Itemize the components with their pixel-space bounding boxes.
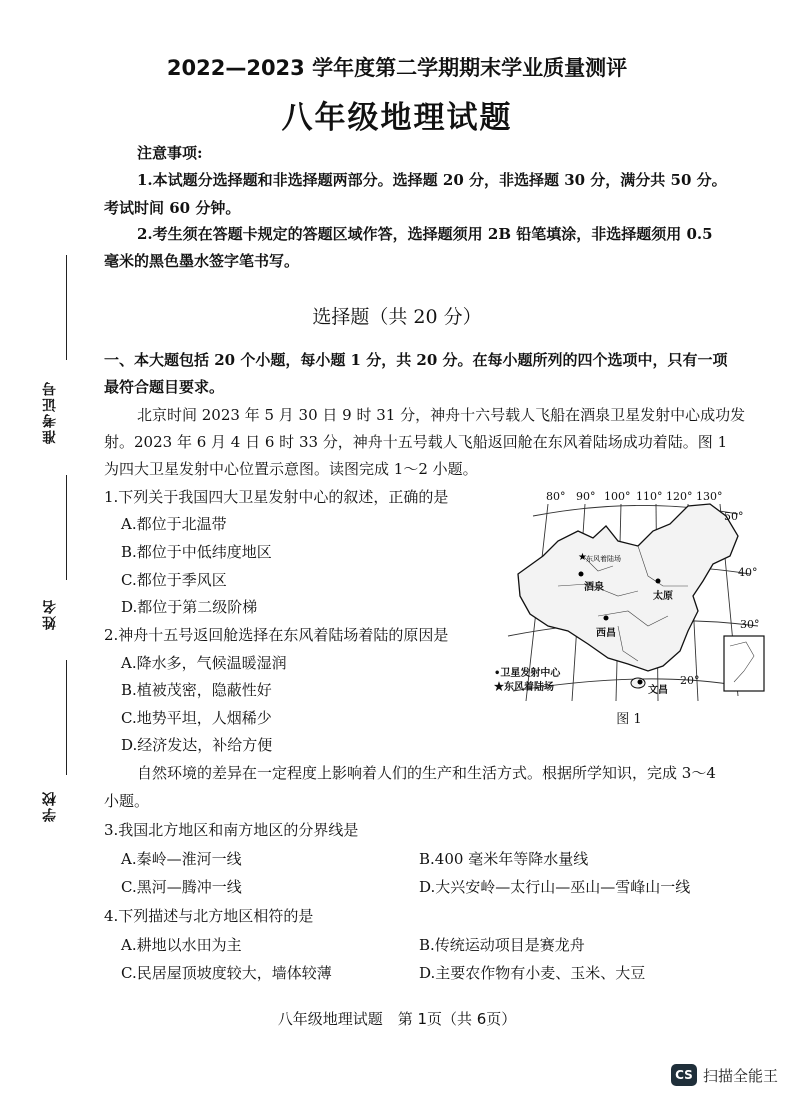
binding-line: [66, 660, 67, 775]
lat-label: 30°: [740, 618, 760, 631]
legend-landing: ★东风着陆场: [494, 682, 554, 693]
wenchang-marker: [638, 680, 643, 685]
dongfeng-star-icon: ★: [578, 552, 587, 563]
question-4-stem: 4.下列描述与北方地区相符的是: [104, 907, 314, 925]
legend-launch: •卫星发射中心: [494, 668, 561, 679]
school-label: 学校: [42, 790, 58, 822]
question-2-stem: 2.神舟十五号返回舱选择在东风着陆场着陆的原因是: [104, 626, 449, 644]
figure-caption: 图 1: [616, 712, 642, 727]
lat-label: 50°: [724, 510, 744, 523]
lon-label: 130°: [696, 490, 723, 503]
passage-line: 小题。: [104, 792, 150, 810]
q1-option-a: A.都位于北温带: [121, 515, 227, 533]
notice-item: 2.考生须在答题卡规定的答题区域作答，选择题须用 2B 铅笔填涂，非选择题须用 0.5: [137, 225, 713, 243]
section-instruction: 一、本大题包括 20 个小题，每小题 1 分，共 20 分。在每小题所列的四个选项中，只有一项: [104, 351, 728, 369]
paper-title: 八年级地理试题: [281, 100, 513, 136]
question-3-stem: 3.我国北方地区和南方地区的分界线是: [104, 821, 359, 839]
jiuquan-label: 酒泉: [584, 582, 604, 593]
south-sea-inset: [724, 636, 764, 691]
lon-label: 100°: [604, 490, 631, 503]
notice-item: 毫米的黑色墨水签字笔书写。: [104, 252, 300, 270]
watermark-text: 扫描全能王: [702, 1066, 778, 1085]
q4-option-c: C.民居屋顶坡度较大，墙体较薄: [121, 964, 332, 982]
q3-option-c: C.黑河—腾冲一线: [121, 878, 242, 896]
exam-id-label: 准考证号: [42, 380, 58, 444]
notice-heading: 注意事项:: [137, 144, 203, 162]
exam-title: 2022—2023 学年度第二学期期末学业质量测评: [166, 56, 628, 80]
question-1-stem: 1.下列关于我国四大卫星发射中心的叙述，正确的是: [104, 488, 449, 506]
passage-line: 为四大卫星发射中心位置示意图。读图完成 1～2 小题。: [104, 460, 478, 478]
q4-option-b: B.传统运动项目是赛龙舟: [419, 936, 585, 954]
q4-option-a: A.耕地以水田为主: [121, 936, 242, 954]
q1-option-c: C.都位于季风区: [121, 571, 227, 589]
china-outline: [518, 504, 738, 671]
lon-label: 80°: [546, 490, 566, 503]
q2-option-a: A.降水多，气候温暖湿润: [121, 654, 287, 672]
lat-label: 20°: [680, 674, 700, 687]
launch-center-map: [488, 486, 770, 726]
q1-option-d: D.都位于第二级阶梯: [121, 598, 258, 616]
notice-item: 考试时间 60 分钟。: [104, 199, 241, 217]
scanner-watermark: [671, 1064, 778, 1086]
binding-line: [66, 475, 67, 580]
q2-option-b: B.植被茂密，隐蔽性好: [121, 681, 272, 699]
q4-option-d: D.主要农作物有小麦、玉米、大豆: [419, 964, 646, 982]
passage-line: 自然环境的差异在一定程度上影响着人们的生产和生活方式。根据所学知识，完成 3～4: [137, 764, 716, 782]
jiuquan-marker: [579, 572, 584, 577]
lon-label: 90°: [576, 490, 596, 503]
q3-option-b: B.400 毫米年等降水量线: [419, 850, 589, 868]
q2-option-d: D.经济发达，补给方便: [121, 736, 273, 754]
camscanner-logo-icon: CS: [671, 1064, 697, 1086]
wenchang-label: 文昌: [648, 685, 668, 696]
xichang-marker: [604, 616, 609, 621]
xichang-label: 西昌: [596, 628, 616, 639]
taiyuan-marker: [656, 579, 661, 584]
dongfeng-label: 东风着陆场: [586, 555, 621, 563]
page-footer: 八年级地理试题 第 1页（共 6页）: [277, 1010, 517, 1028]
lon-label: 120°: [666, 490, 693, 503]
name-label: 姓名: [42, 598, 58, 630]
q3-option-a: A.秦岭—淮河一线: [121, 850, 242, 868]
q2-option-c: C.地势平坦，人烟稀少: [121, 709, 272, 727]
lon-label: 110°: [636, 490, 663, 503]
lat-label: 40°: [738, 566, 758, 579]
passage-line: 北京时间 2023 年 5 月 30 日 9 时 31 分，神舟十六号载人飞船在酒泉卫星发射中心成功发: [137, 406, 746, 424]
q1-option-b: B.都位于中低纬度地区: [121, 543, 272, 561]
section-instruction: 最符合题目要求。: [104, 378, 225, 396]
taiyuan-label: 太原: [653, 591, 673, 602]
notice-item: 1.本试题分选择题和非选择题两部分。选择题 20 分，非选择题 30 分，满分共 50 分。: [137, 171, 727, 189]
q3-option-d: D.大兴安岭—太行山—巫山—雪峰山一线: [419, 878, 691, 896]
passage-line: 射。2023 年 6 月 4 日 6 时 33 分，神舟十五号载人飞船返回舱在东风着陆场成功着陆。图 1: [104, 433, 728, 451]
section-title: 选择题（共 20 分）: [312, 306, 482, 328]
